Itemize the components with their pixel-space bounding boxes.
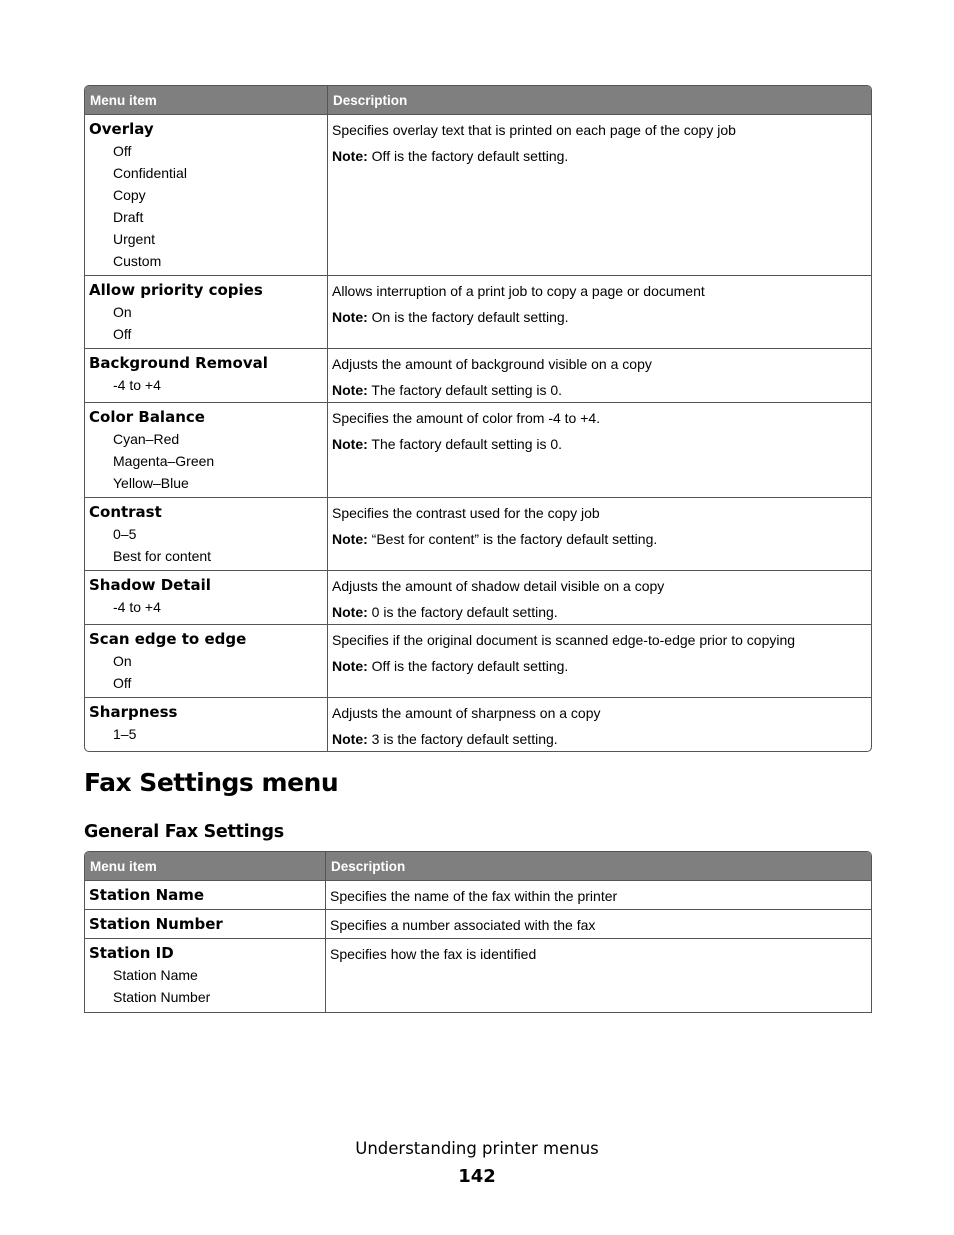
menu-item-name: Contrast	[89, 503, 162, 521]
note-text: The factory default setting is 0.	[367, 382, 563, 398]
table-row	[85, 910, 871, 939]
table-row	[85, 939, 871, 1012]
menu-item-option: Off	[113, 143, 132, 159]
menu-item-cell	[85, 910, 326, 939]
note-label: Note:	[332, 148, 368, 164]
menu-item-name: Station Number	[89, 915, 223, 933]
menu-item-name: Allow priority copies	[89, 281, 263, 299]
note-text: “Best for content” is the factory default setting.	[367, 531, 658, 547]
column-header-description: Description	[326, 852, 871, 881]
general-fax-settings-table	[84, 851, 872, 1013]
menu-item-option: Station Name	[113, 967, 198, 983]
menu-item-option: Custom	[113, 253, 162, 269]
subsection-title: General Fax Settings	[84, 822, 284, 842]
menu-item-name: Station ID	[89, 944, 174, 962]
table-row	[85, 276, 871, 349]
menu-item-name: Shadow Detail	[89, 576, 211, 594]
description-text: Adjusts the amount of background visible on a copy	[332, 356, 652, 372]
menu-item-name: Scan edge to edge	[89, 630, 247, 648]
menu-item-name: Color Balance	[89, 408, 205, 426]
note-label: Note:	[332, 531, 368, 547]
description-note	[332, 145, 867, 167]
table-row	[85, 881, 871, 910]
description-text: Specifies the contrast used for the copy job	[332, 505, 600, 521]
menu-item-option: Confidential	[113, 165, 187, 181]
column-header-menu-item: Menu item	[85, 852, 326, 881]
description-note	[332, 528, 867, 550]
description-text: Specifies a number associated with the fax	[330, 917, 596, 933]
note-label: Note:	[332, 309, 368, 325]
table-row	[85, 115, 871, 276]
copy-settings-table	[84, 85, 872, 752]
menu-item-option: -4 to +4	[113, 377, 161, 393]
menu-item-option: On	[113, 304, 132, 320]
section-title: Fax Settings menu	[84, 768, 339, 797]
menu-item-name: Station Name	[89, 886, 205, 904]
menu-item-cell	[85, 939, 326, 1012]
description-text: Allows interruption of a print job to copy a page or document	[332, 283, 705, 299]
description-text: Adjusts the amount of shadow detail visible on a copy	[332, 578, 665, 594]
menu-item-name: Sharpness	[89, 703, 178, 721]
description-note	[332, 306, 867, 328]
menu-item-option: Urgent	[113, 231, 156, 247]
column-header-menu-item: Menu item	[85, 86, 328, 115]
table-header-row	[85, 86, 871, 115]
description-cell	[328, 571, 871, 625]
note-label: Note:	[332, 436, 368, 452]
description-text: Specifies overlay text that is printed on each page of the copy job	[332, 122, 736, 138]
menu-item-cell	[85, 698, 328, 751]
footer-chapter-title: Understanding printer menus	[355, 1139, 599, 1158]
menu-item-cell	[85, 115, 328, 276]
note-text: 3 is the factory default setting.	[367, 731, 558, 747]
description-note	[332, 379, 867, 401]
note-text: Off is the factory default setting.	[367, 148, 569, 164]
menu-item-name: Overlay	[89, 120, 154, 138]
description-text: Specifies how the fax is identified	[330, 946, 537, 962]
menu-item-option: Off	[113, 326, 132, 342]
menu-item-option: Draft	[113, 209, 144, 225]
note-label: Note:	[332, 731, 368, 747]
menu-item-option: Yellow–Blue	[113, 475, 189, 491]
table-row	[85, 571, 871, 625]
description-cell	[328, 276, 871, 349]
description-note	[332, 728, 867, 750]
description-note	[332, 601, 867, 623]
note-text: On is the factory default setting.	[367, 309, 569, 325]
table-row	[85, 403, 871, 498]
menu-item-option: Copy	[113, 187, 146, 203]
note-text: 0 is the factory default setting.	[367, 604, 558, 620]
description-note	[332, 433, 867, 455]
menu-item-cell	[85, 571, 328, 625]
description-cell	[328, 403, 871, 498]
menu-item-cell	[85, 403, 328, 498]
menu-item-cell	[85, 498, 328, 571]
note-label: Note:	[332, 658, 368, 674]
description-text: Specifies the amount of color from -4 to +4.	[332, 410, 601, 426]
note-text: Off is the factory default setting.	[367, 658, 569, 674]
description-text: Specifies if the original document is scanned edge-to-edge prior to copying	[332, 632, 796, 648]
table-row	[85, 349, 871, 403]
menu-item-option: 1–5	[113, 726, 137, 742]
description-cell	[328, 349, 871, 403]
menu-item-option: Cyan–Red	[113, 431, 180, 447]
menu-item-option: Magenta–Green	[113, 453, 215, 469]
description-text: Adjusts the amount of sharpness on a copy	[332, 705, 601, 721]
column-header-description: Description	[328, 86, 871, 115]
note-text: The factory default setting is 0.	[367, 436, 563, 452]
page-number: 142	[458, 1166, 496, 1187]
menu-item-option: Best for content	[113, 548, 212, 564]
description-cell	[328, 698, 871, 751]
menu-item-option: 0–5	[113, 526, 137, 542]
menu-item-option: Off	[113, 675, 132, 691]
menu-item-option: -4 to +4	[113, 599, 161, 615]
menu-item-cell	[85, 349, 328, 403]
menu-item-option: Station Number	[113, 989, 211, 1005]
table-row	[85, 625, 871, 698]
table-row	[85, 498, 871, 571]
note-label: Note:	[332, 604, 368, 620]
description-cell	[326, 910, 871, 939]
menu-item-cell	[85, 625, 328, 698]
table-row	[85, 698, 871, 751]
description-note	[332, 655, 867, 677]
menu-item-cell	[85, 276, 328, 349]
table-header-row	[85, 852, 871, 881]
description-cell	[326, 939, 871, 1012]
description-cell	[328, 498, 871, 571]
description-cell	[328, 115, 871, 276]
description-text: Specifies the name of the fax within the printer	[330, 888, 618, 904]
menu-item-cell	[85, 881, 326, 910]
menu-item-name: Background Removal	[89, 354, 268, 372]
note-label: Note:	[332, 382, 368, 398]
description-cell	[328, 625, 871, 698]
menu-item-option: On	[113, 653, 132, 669]
description-cell	[326, 881, 871, 910]
